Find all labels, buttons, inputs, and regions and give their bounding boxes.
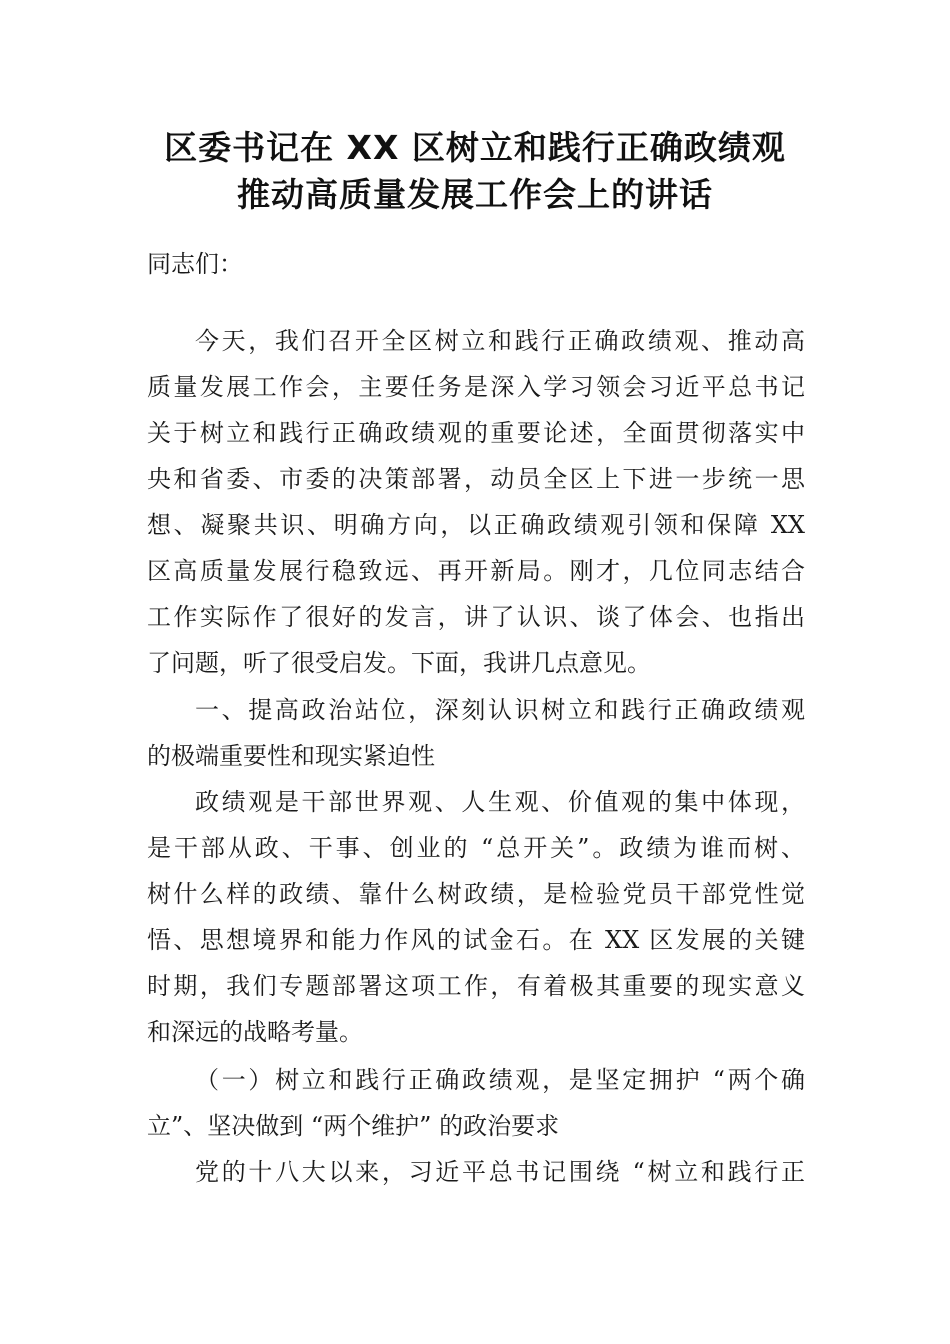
paragraph-line: 央和省委、市委的决策部署，动员全区上下进一步统一思 [147, 465, 805, 493]
salutation: 同志们： [147, 250, 243, 278]
document-title-line-2: 推动高质量发展工作会上的讲话 [237, 175, 713, 214]
document-title-line-1: 区委书记在 XX 区树立和践行正确政绩观 [164, 128, 786, 167]
paragraph-line: 悟、思想境界和能力作风的试金石。在 XX 区发展的关键 [147, 926, 805, 954]
section-heading-line: 的极端重要性和现实紧迫性 [147, 742, 435, 770]
paragraph-line: 想、凝聚共识、明确方向，以正确政绩观引领和保障 XX [147, 511, 805, 539]
subsection-heading-line: 立”、坚决做到 “两个维护” 的政治要求 [147, 1112, 560, 1140]
paragraph-line: 党的十八大以来，习近平总书记围绕 “树立和践行正 [195, 1158, 805, 1186]
paragraph-line: 区高质量发展行稳致远、再开新局。刚才，几位同志结合 [147, 557, 805, 585]
paragraph-line: 质量发展工作会，主要任务是深入学习领会习近平总书记 [147, 373, 805, 401]
paragraph-line: 政绩观是干部世界观、人生观、价值观的集中体现， [195, 788, 805, 816]
paragraph-line: 工作实际作了很好的发言，讲了认识、谈了体会、也指出 [147, 603, 805, 631]
paragraph-line: 关于树立和践行正确政绩观的重要论述，全面贯彻落实中 [147, 419, 805, 447]
paragraph-line: 了问题，听了很受启发。下面，我讲几点意见。 [147, 649, 651, 677]
subsection-heading-line: （一）树立和践行正确政绩观，是坚定拥护 “两个确 [195, 1066, 805, 1094]
section-heading-line: 一、提高政治站位，深刻认识树立和践行正确政绩观 [195, 696, 805, 724]
paragraph-line: 今天，我们召开全区树立和践行正确政绩观、推动高 [195, 327, 805, 355]
paragraph-line: 树什么样的政绩、靠什么树政绩，是检验党员干部党性觉 [147, 880, 805, 908]
paragraph-line: 和深远的战略考量。 [147, 1018, 363, 1046]
paragraph-line: 时期，我们专题部署这项工作，有着极其重要的现实意义 [147, 972, 805, 1000]
paragraph-line: 是干部从政、干事、创业的 “总开关”。政绩为谁而树、 [147, 834, 805, 862]
